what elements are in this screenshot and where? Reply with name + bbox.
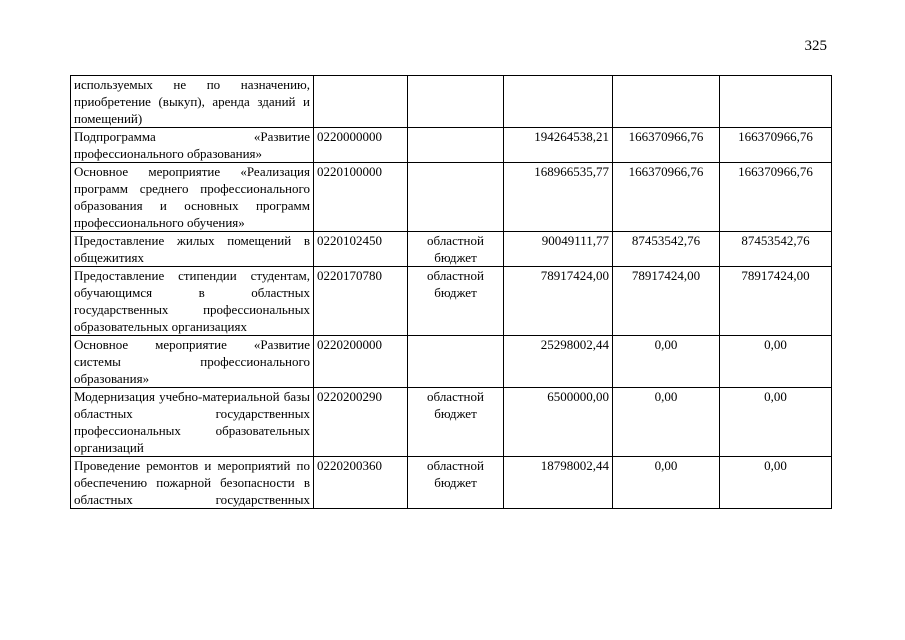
row-year2 [613,76,720,128]
row-year3: 0,00 [720,457,832,509]
row-code: 0220200290 [314,388,408,457]
row-year1: 168966535,77 [504,163,613,232]
table-row [71,128,832,163]
row-name: Модернизация учебно-материальной базы областных государственных профессиональных образовательных организаций [71,388,314,457]
row-year1: 90049111,77 [504,232,613,267]
row-year1: 78917424,00 [504,267,613,336]
row-year3: 166370966,76 [720,163,832,232]
row-source [408,128,504,163]
row-year2: 0,00 [613,457,720,509]
row-year1: 25298002,44 [504,336,613,388]
row-code: 0220102450 [314,232,408,267]
table-row [71,336,832,388]
row-year3: 87453542,76 [720,232,832,267]
row-year3: 0,00 [720,388,832,457]
row-year1 [504,76,613,128]
row-source: областной бюджет [408,457,504,509]
budget-table [70,75,832,509]
row-source [408,163,504,232]
page-number: 325 [804,38,827,54]
table-row [71,232,832,267]
row-name: используемых не по назначению, приобретение (выкуп), аренда зданий и помещений) [71,76,314,128]
row-name: Проведение ремонтов и мероприятий по обеспечению пожарной безопасности в областных государственных [71,457,314,509]
row-source: областной бюджет [408,232,504,267]
row-code: 0220170780 [314,267,408,336]
row-year3: 0,00 [720,336,832,388]
table-row [71,457,832,509]
row-name: Предоставление стипендии студентам, обучающимся в областных государственных профессиональных образовательных организациях [71,267,314,336]
row-source [408,336,504,388]
row-source: областной бюджет [408,388,504,457]
row-year2: 0,00 [613,388,720,457]
row-name: Основное мероприятие «Развитие системы профессионального образования» [71,336,314,388]
row-year3: 166370966,76 [720,128,832,163]
row-code: 0220100000 [314,163,408,232]
table-row [71,163,832,232]
row-year3: 78917424,00 [720,267,832,336]
row-code: 0220000000 [314,128,408,163]
table-row [71,76,832,128]
row-name: Основное мероприятие «Реализация программ среднего профессионального образования и основных программ профессионального обучения» [71,163,314,232]
row-year1: 6500000,00 [504,388,613,457]
table-row [71,388,832,457]
row-name: Подпрограмма «Развитие профессионального образования» [71,128,314,163]
row-year2: 0,00 [613,336,720,388]
row-name: Предоставление жилых помещений в общежитиях [71,232,314,267]
row-code: 0220200000 [314,336,408,388]
row-year1: 194264538,21 [504,128,613,163]
row-year2: 166370966,76 [613,128,720,163]
row-code [314,76,408,128]
row-year2: 78917424,00 [613,267,720,336]
row-source [408,76,504,128]
row-year3 [720,76,832,128]
row-code: 0220200360 [314,457,408,509]
row-year2: 87453542,76 [613,232,720,267]
row-year1: 18798002,44 [504,457,613,509]
table-row [71,267,832,336]
row-source: областной бюджет [408,267,504,336]
row-year2: 166370966,76 [613,163,720,232]
